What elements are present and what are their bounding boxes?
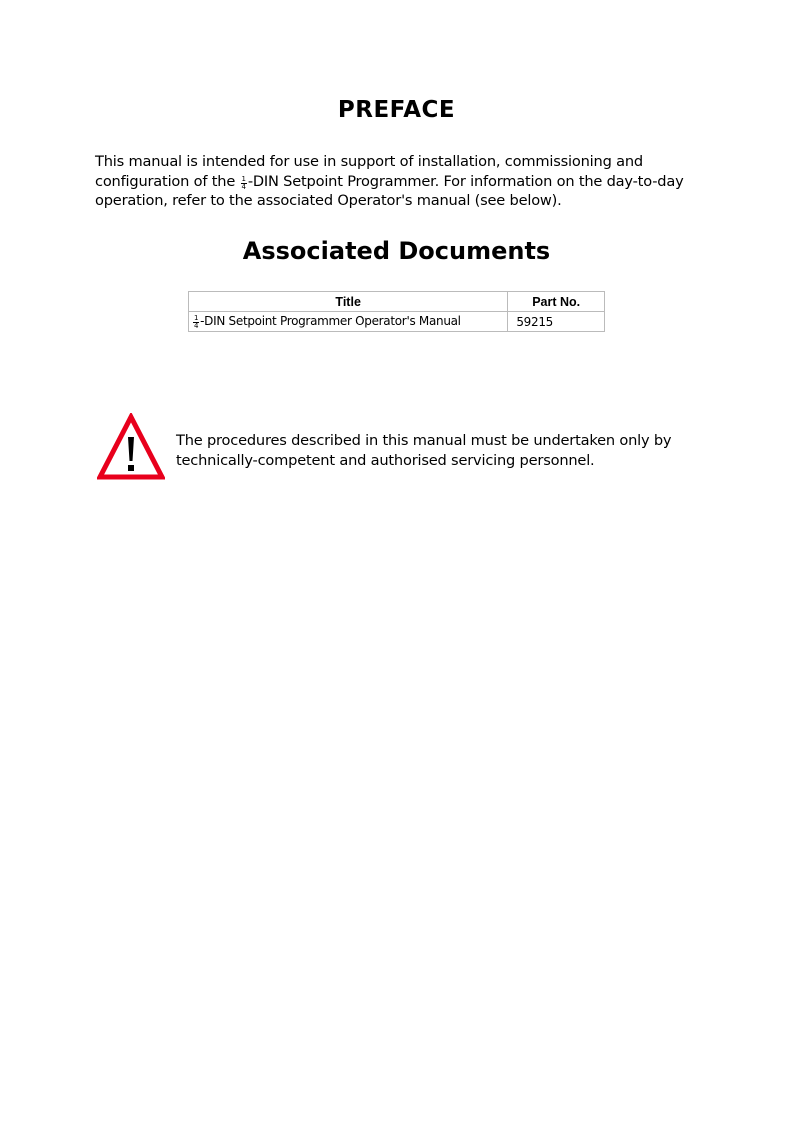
fraction-denominator: 4	[241, 182, 246, 191]
preface-paragraph	[95, 152, 715, 211]
fraction-numerator: 1	[194, 313, 199, 322]
quarter-fraction	[193, 315, 199, 330]
table-header-row	[189, 292, 605, 312]
table-row	[189, 312, 605, 332]
table-header-title: Title	[189, 292, 508, 312]
table-cell-part-no: 59215	[508, 312, 605, 332]
warning-message: The procedures described in this manual must be undertaken only by technically-competent and authorised servicing personnel.	[176, 432, 672, 469]
warning-triangle-icon	[97, 413, 165, 481]
table-header-part-no: Part No.	[508, 292, 605, 312]
preface-heading: PREFACE	[337, 97, 456, 123]
associated-documents-table	[188, 291, 605, 332]
document-title: -DIN Setpoint Programmer Operator's Manual	[200, 313, 461, 328]
quarter-fraction	[241, 176, 247, 191]
fraction-numerator: 1	[241, 174, 246, 183]
fraction-denominator: 4	[194, 321, 199, 330]
associated-documents-heading: Associated Documents	[242, 237, 551, 265]
preface-text-part1: This manual is intended for use in support of installation, commissioning and configuration of the	[95, 153, 643, 190]
preface-text-part2: -DIN Setpoint Programmer. For information on the day-to-day operation, refer to the associated Operator's manual (see below).	[95, 172, 684, 209]
table-cell-title	[189, 312, 508, 332]
